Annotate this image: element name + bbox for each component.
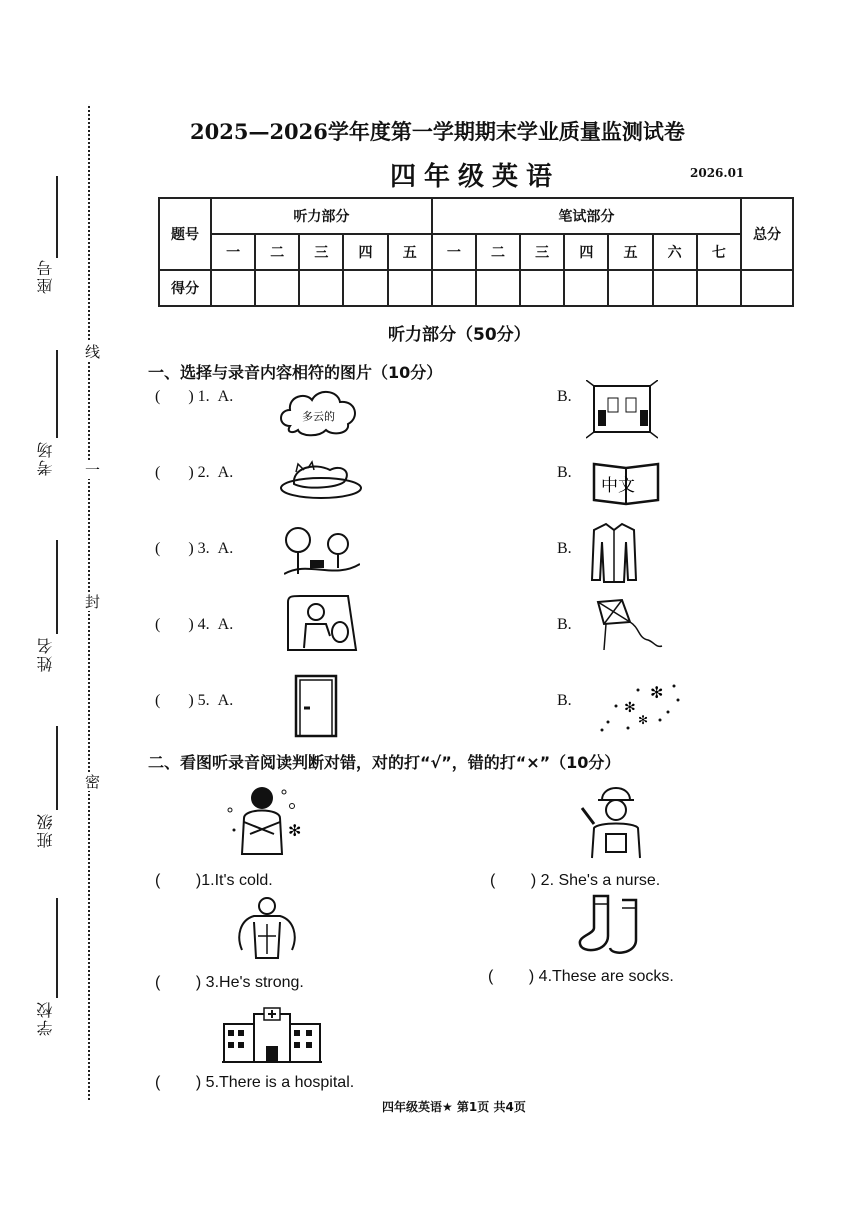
park-icon xyxy=(284,524,360,580)
seat-line xyxy=(56,176,58,258)
q3-num: 3. xyxy=(197,540,210,557)
score-cell[interactable] xyxy=(697,270,741,306)
q4-b: B. xyxy=(557,616,572,633)
score-cell[interactable] xyxy=(211,270,255,306)
q4-num: 4. xyxy=(197,616,210,633)
score-cell[interactable] xyxy=(343,270,387,306)
writing-col: 七 xyxy=(697,234,741,270)
q1-a: A. xyxy=(217,388,234,405)
s2-q4-answer-bracket[interactable]: ( ) 4.These are socks. xyxy=(488,968,674,985)
s2-q1-answer-bracket[interactable]: ( )1.It's cold. xyxy=(155,872,273,889)
name-line xyxy=(56,540,58,634)
score-cell[interactable] xyxy=(432,270,476,306)
svg-text:✻: ✻ xyxy=(624,700,636,716)
room-label: 考场 xyxy=(36,440,55,476)
writing-col: 二 xyxy=(476,234,520,270)
q2-b: B. xyxy=(557,464,572,481)
score-cell[interactable] xyxy=(741,270,793,306)
q5-b: B. xyxy=(557,692,572,709)
q3-a: A. xyxy=(217,540,234,557)
cold-person-icon xyxy=(222,782,306,858)
secret-char: 密 xyxy=(83,774,101,789)
hospital-icon xyxy=(222,1006,322,1064)
writing-col: 三 xyxy=(520,234,564,270)
score-label: 得分 xyxy=(159,270,211,306)
kite-icon xyxy=(594,598,664,658)
score-cell[interactable] xyxy=(388,270,432,306)
s2-q5-answer-bracket[interactable]: ( ) 5.There is a hospital. xyxy=(155,1074,355,1091)
q1-answer-bracket[interactable]: ( ) 1. A. xyxy=(155,388,234,405)
class-line xyxy=(56,726,58,810)
exam-date: 2026.01 xyxy=(690,166,745,180)
driver-icon xyxy=(286,594,358,652)
q3-answer-bracket[interactable]: ( ) 3. A. xyxy=(155,540,234,557)
s2-q4-text: ) 4.These are socks. xyxy=(528,968,674,985)
cloud-icon xyxy=(276,386,362,438)
q1-b: B. xyxy=(557,388,572,405)
seat-label: 座号 xyxy=(36,258,55,294)
book-icon xyxy=(592,458,660,506)
svg-text:✻: ✻ xyxy=(638,713,649,727)
q2-num: 2. xyxy=(197,464,210,481)
s2-q3-answer-bracket[interactable]: ( ) 3.He's strong. xyxy=(155,974,304,991)
line-char: 线 xyxy=(83,344,101,359)
writing-col: 五 xyxy=(608,234,652,270)
q5-answer-bracket[interactable]: ( ) 5. A. xyxy=(155,692,234,709)
listening-col: 一 xyxy=(211,234,255,270)
q1-num: 1. xyxy=(197,388,210,405)
worker-icon xyxy=(578,778,654,860)
school-line xyxy=(56,898,58,998)
page-footer: 四年级英语★ 第1页 共4页 xyxy=(382,1100,526,1114)
q5-a: A. xyxy=(217,692,234,709)
score-cell[interactable] xyxy=(520,270,564,306)
score-cell[interactable] xyxy=(564,270,608,306)
q2-answer-bracket[interactable]: ( ) 2. A. xyxy=(155,464,234,481)
exam-subtitle: 四年级英语 xyxy=(390,162,561,192)
book-text: 中文 xyxy=(601,476,635,496)
socks-icon xyxy=(576,894,648,956)
name-label: 姓名 xyxy=(36,636,55,672)
room-line xyxy=(56,350,58,438)
writing-col: 四 xyxy=(564,234,608,270)
door-icon xyxy=(292,674,340,738)
cloud-text: 多云的 xyxy=(302,410,335,423)
s2-q1-text: )1.It's cold. xyxy=(195,872,273,889)
school-label: 学校 xyxy=(36,1000,55,1036)
listening-title: 听力部分（50分） xyxy=(388,325,531,345)
listening-col: 三 xyxy=(299,234,343,270)
score-cell[interactable] xyxy=(653,270,697,306)
score-table xyxy=(158,197,794,307)
section1-heading: 一、选择与录音内容相符的图片（10分） xyxy=(148,363,443,382)
dash-char: 一 xyxy=(83,462,101,477)
listening-header: 听力部分 xyxy=(211,198,432,234)
s2-q2-text: ) 2. She's a nurse. xyxy=(530,872,661,889)
q5-num: 5. xyxy=(197,692,210,709)
s2-q2-answer-bracket[interactable]: ( ) 2. She's a nurse. xyxy=(490,872,661,889)
seal-char: 封 xyxy=(83,594,101,609)
q3-b: B. xyxy=(557,540,572,557)
exam-title: 2025—2026学年度第一学期期末学业质量监测试卷 xyxy=(190,119,685,144)
total-label: 总分 xyxy=(741,198,793,270)
s2-q5-text: ) 5.There is a hospital. xyxy=(195,1074,355,1091)
score-cell[interactable] xyxy=(255,270,299,306)
class-label: 班级 xyxy=(36,812,55,848)
shirt-icon xyxy=(590,522,638,584)
writing-header: 笔试部分 xyxy=(432,198,741,234)
listening-col: 四 xyxy=(343,234,387,270)
score-cell[interactable] xyxy=(608,270,652,306)
q4-answer-bracket[interactable]: ( ) 4. A. xyxy=(155,616,234,633)
writing-col: 一 xyxy=(432,234,476,270)
cat-icon xyxy=(278,456,364,500)
listening-col: 五 xyxy=(388,234,432,270)
number-label: 题号 xyxy=(159,198,211,270)
section2-heading: 二、看图听录音阅读判断对错，对的打“√”，错的打“×”（10分） xyxy=(148,753,621,772)
svg-text:✻: ✻ xyxy=(288,821,302,840)
q4-a: A. xyxy=(217,616,234,633)
room-icon xyxy=(586,380,658,440)
listening-col: 二 xyxy=(255,234,299,270)
score-cell[interactable] xyxy=(476,270,520,306)
s2-q3-text: ) 3.He's strong. xyxy=(195,974,304,991)
writing-col: 六 xyxy=(653,234,697,270)
q2-a: A. xyxy=(217,464,234,481)
svg-text:✻: ✻ xyxy=(650,683,664,702)
score-cell[interactable] xyxy=(299,270,343,306)
snow-icon xyxy=(598,676,682,732)
strong-man-icon xyxy=(234,896,300,962)
